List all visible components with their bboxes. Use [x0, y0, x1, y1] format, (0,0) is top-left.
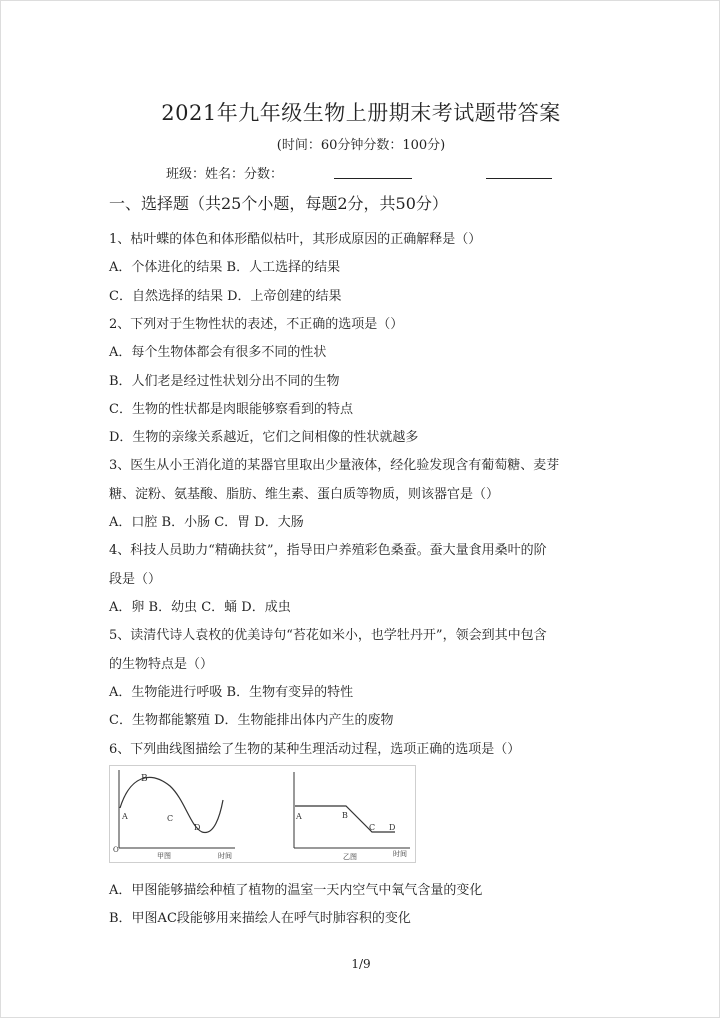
right-label-b: B [342, 811, 348, 820]
curve-figure [109, 765, 416, 863]
option-line: A．口腔 B．小肠 C．胃 D．大肠 [109, 515, 304, 530]
option-line: A．每个生物体都会有很多不同的性状 [109, 345, 327, 360]
option-line: A．甲图能够描绘种植了植物的温室一天内空气中氧气含量的变化 [109, 883, 483, 898]
option-line: A．生物能进行呼吸 B．生物有变异的特性 [109, 685, 354, 700]
question-line: 1、枯叶蝶的体色和体形酷似枯叶，其形成原因的正确解释是（） [109, 232, 482, 247]
left-label-b: B [141, 774, 148, 784]
left-axis-label: 时间 [218, 852, 232, 860]
section-heading: 一、选择题（共25个小题，每题2分，共50分） [109, 194, 448, 213]
question-line: 6、下列曲线图描绘了生物的某种生理活动过程，选项正确的选项是（） [109, 742, 521, 757]
question-line: 段是（） [109, 572, 162, 587]
left-curve [120, 777, 223, 832]
exam-time-score: (时间：60分钟分数：100分) [276, 138, 446, 153]
option-line: C．生物都能繁殖 D．生物能排出体内产生的废物 [109, 713, 394, 728]
page-title: 2021年九年级生物上册期末考试题带答案 [161, 101, 561, 125]
question-line: 3、医生从小王消化道的某器官里取出少量液体，经化验发现含有葡萄糖、麦芽 [109, 458, 560, 473]
left-origin-label: O [113, 846, 119, 854]
page-number: 1/9 [351, 957, 371, 971]
blank-line [334, 178, 412, 179]
blank-line [486, 178, 552, 179]
left-label-d: D [194, 823, 201, 832]
question-line: 5、读清代诗人袁枚的优美诗句“苔花如米小，也学牡丹开”，领会到其中包含 [109, 628, 547, 643]
right-label-c: C [369, 823, 376, 832]
left-label-a: A [122, 812, 128, 821]
question-line: 糖、淀粉、氨基酸、脂肪、维生素、蛋白质等物质，则该器官是（） [109, 487, 500, 502]
option-line: A．个体进化的结果 B．人工选择的结果 [109, 260, 341, 275]
option-line: B．甲图AC段能够用来描绘人在呼气时肺容积的变化 [109, 911, 411, 926]
left-caption: 甲图 [157, 852, 171, 860]
student-info-fields: 班级：姓名：分数： [166, 167, 284, 182]
option-line: B．人们老是经过性状划分出不同的生物 [109, 374, 340, 389]
option-line: A．卵 B．幼虫 C．蛹 D．成虫 [109, 600, 291, 615]
option-line: D．生物的亲缘关系越近，它们之间相像的性状就越多 [109, 430, 419, 445]
left-label-c: C [167, 814, 174, 823]
curve-figure-svg [110, 766, 417, 864]
question-line: 的生物特点是（） [109, 657, 214, 672]
right-axis-label: 时间 [393, 850, 407, 858]
right-caption: 乙图 [343, 853, 357, 861]
option-line: C．生物的性状都是肉眼能够察看到的特点 [109, 402, 353, 417]
option-line: C．自然选择的结果 D．上帝创建的结果 [109, 289, 342, 304]
question-line: 4、科技人员助力“精确扶贫”，指导田户养殖彩色桑蚕。蚕大量食用桑叶的阶 [109, 543, 547, 558]
question-line: 2、下列对于生物性状的表述，不正确的选项是（） [109, 317, 404, 332]
right-label-a: A [296, 812, 302, 821]
right-label-d: D [389, 823, 396, 832]
